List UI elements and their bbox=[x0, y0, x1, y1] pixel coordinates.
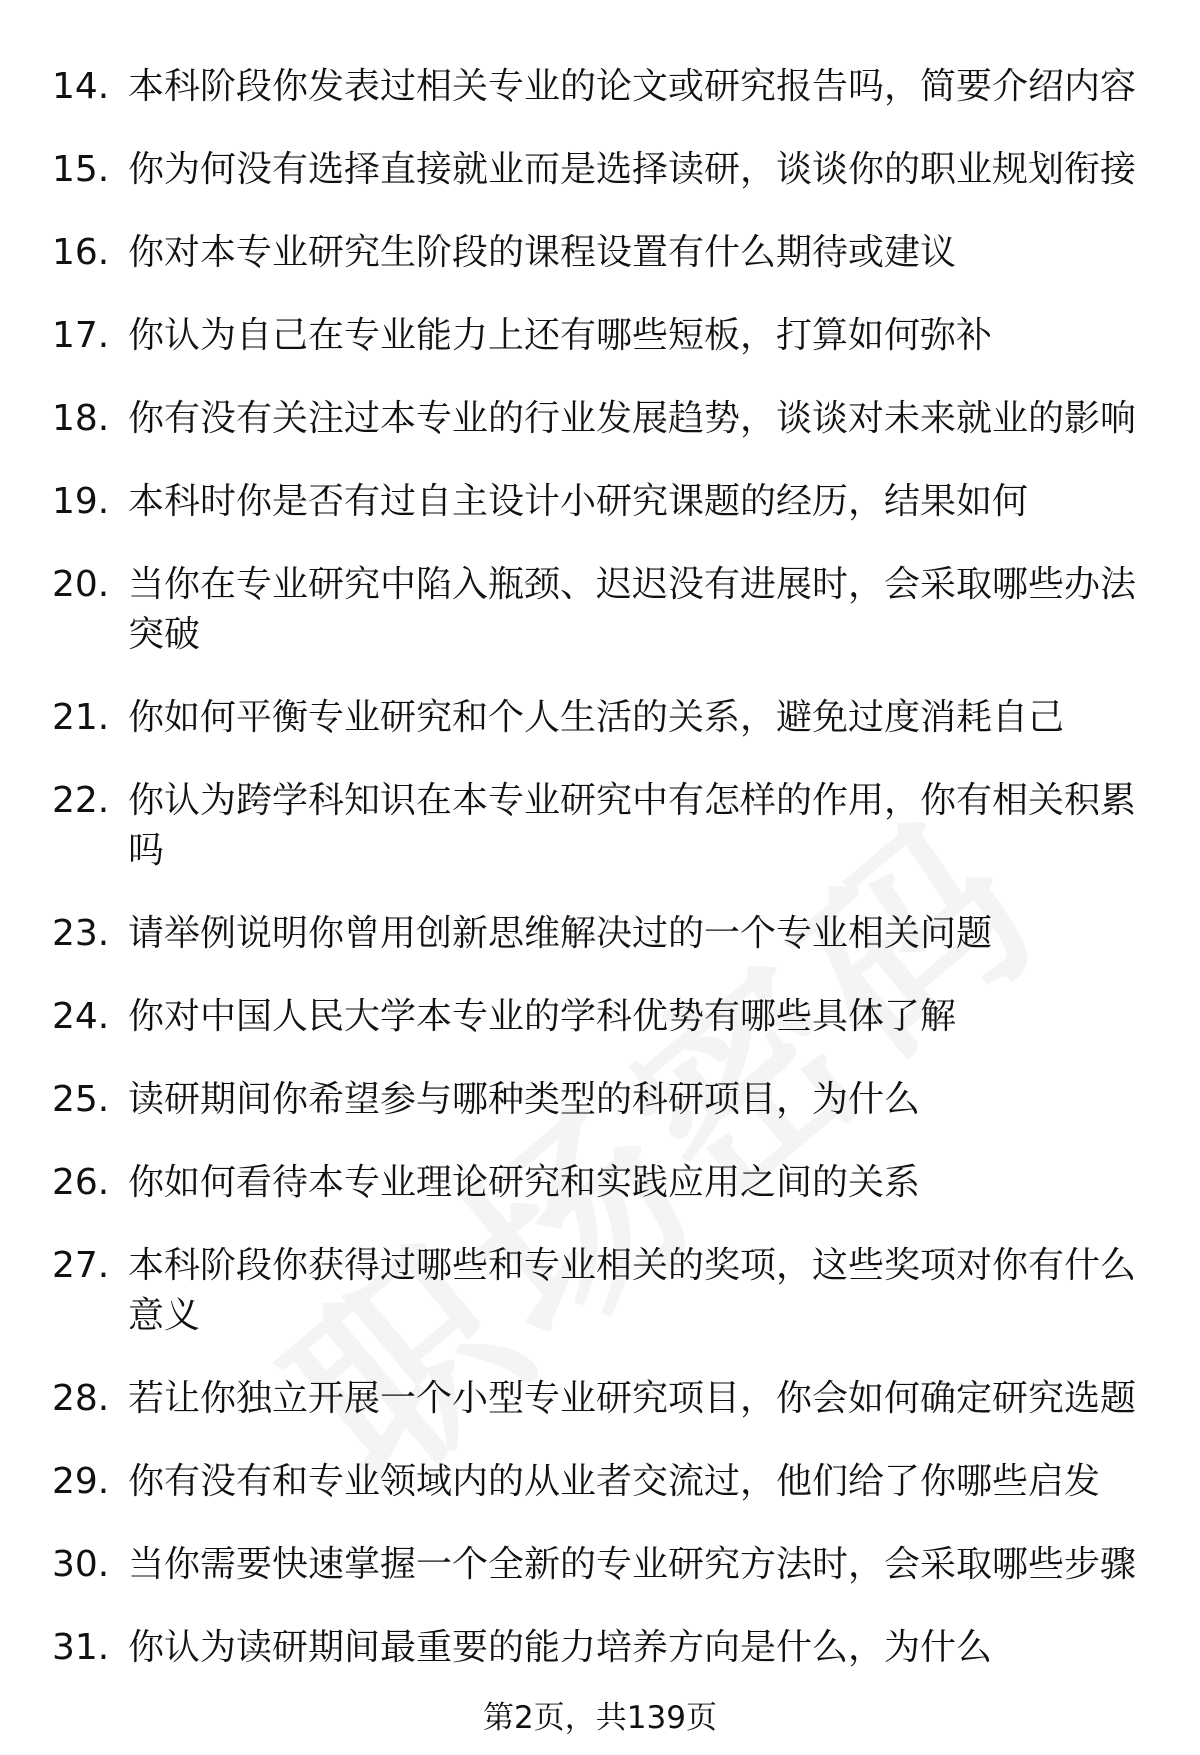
question-item bbox=[0, 145, 1200, 195]
question-item bbox=[0, 560, 1200, 660]
question-number: 14. bbox=[52, 66, 110, 107]
question-text: 你如何看待本专业理论研究和实践应用之间的关系 bbox=[128, 1162, 921, 1203]
question-number: 30. bbox=[52, 1544, 110, 1585]
question-item bbox=[0, 693, 1200, 743]
question-number: 29. bbox=[52, 1461, 110, 1502]
question-number: 26. bbox=[52, 1162, 110, 1203]
question-list bbox=[0, 62, 1200, 1706]
question-item bbox=[0, 1540, 1200, 1590]
question-item bbox=[0, 1241, 1200, 1341]
question-text: 你认为自己在专业能力上还有哪些短板，打算如何弥补 bbox=[128, 315, 993, 356]
question-number: 15. bbox=[52, 149, 110, 190]
question-text: 你有没有和专业领域内的从业者交流过，他们给了你哪些启发 bbox=[128, 1461, 1101, 1502]
question-text: 你如何平衡专业研究和个人生活的关系，避免过度消耗自己 bbox=[128, 697, 1065, 738]
question-number: 25. bbox=[52, 1079, 110, 1120]
question-item bbox=[0, 477, 1200, 527]
question-text: 你认为读研期间最重要的能力培养方向是什么，为什么 bbox=[128, 1627, 993, 1668]
question-number: 21. bbox=[52, 697, 110, 738]
question-number: 23. bbox=[52, 913, 110, 954]
question-item bbox=[0, 228, 1200, 278]
question-text: 当你在专业研究中陷入瓶颈、迟迟没有进展时，会采取哪些办法突破 bbox=[128, 564, 1137, 655]
question-number: 22. bbox=[52, 780, 110, 821]
question-text: 你为何没有选择直接就业而是选择读研，谈谈你的职业规划衔接 bbox=[128, 149, 1137, 190]
question-item bbox=[0, 394, 1200, 444]
question-text: 请举例说明你曾用创新思维解决过的一个专业相关问题 bbox=[128, 913, 993, 954]
question-text: 读研期间你希望参与哪种类型的科研项目，为什么 bbox=[128, 1079, 921, 1120]
question-item bbox=[0, 1374, 1200, 1424]
question-text: 你认为跨学科知识在本专业研究中有怎样的作用，你有相关积累吗 bbox=[128, 780, 1137, 871]
question-number: 16. bbox=[52, 232, 110, 273]
question-item bbox=[0, 1158, 1200, 1208]
question-text: 你有没有关注过本专业的行业发展趋势，谈谈对未来就业的影响 bbox=[128, 398, 1137, 439]
question-item bbox=[0, 62, 1200, 112]
question-item bbox=[0, 1457, 1200, 1507]
question-text: 当你需要快速掌握一个全新的专业研究方法时，会采取哪些步骤 bbox=[128, 1544, 1137, 1585]
question-text: 本科阶段你发表过相关专业的论文或研究报告吗，简要介绍内容 bbox=[128, 66, 1137, 107]
question-text: 你对中国人民大学本专业的学科优势有哪些具体了解 bbox=[128, 996, 957, 1037]
question-item bbox=[0, 1623, 1200, 1673]
question-number: 20. bbox=[52, 564, 110, 605]
question-item bbox=[0, 311, 1200, 361]
question-number: 18. bbox=[52, 398, 110, 439]
question-text: 你对本专业研究生阶段的课程设置有什么期待或建议 bbox=[128, 232, 957, 273]
question-text: 本科时你是否有过自主设计小研究课题的经历，结果如何 bbox=[128, 481, 1029, 522]
question-number: 28. bbox=[52, 1378, 110, 1419]
question-number: 27. bbox=[52, 1245, 110, 1286]
question-number: 31. bbox=[52, 1627, 110, 1668]
question-text: 若让你独立开展一个小型专业研究项目，你会如何确定研究选题 bbox=[128, 1378, 1137, 1419]
question-item bbox=[0, 776, 1200, 876]
page-number-footer: 第2页，共139页 bbox=[483, 1700, 717, 1736]
question-text: 本科阶段你获得过哪些和专业相关的奖项，这些奖项对你有什么意义 bbox=[128, 1245, 1137, 1336]
question-item bbox=[0, 992, 1200, 1042]
question-item bbox=[0, 1075, 1200, 1125]
question-item bbox=[0, 909, 1200, 959]
question-number: 19. bbox=[52, 481, 110, 522]
question-number: 17. bbox=[52, 315, 110, 356]
question-number: 24. bbox=[52, 996, 110, 1037]
